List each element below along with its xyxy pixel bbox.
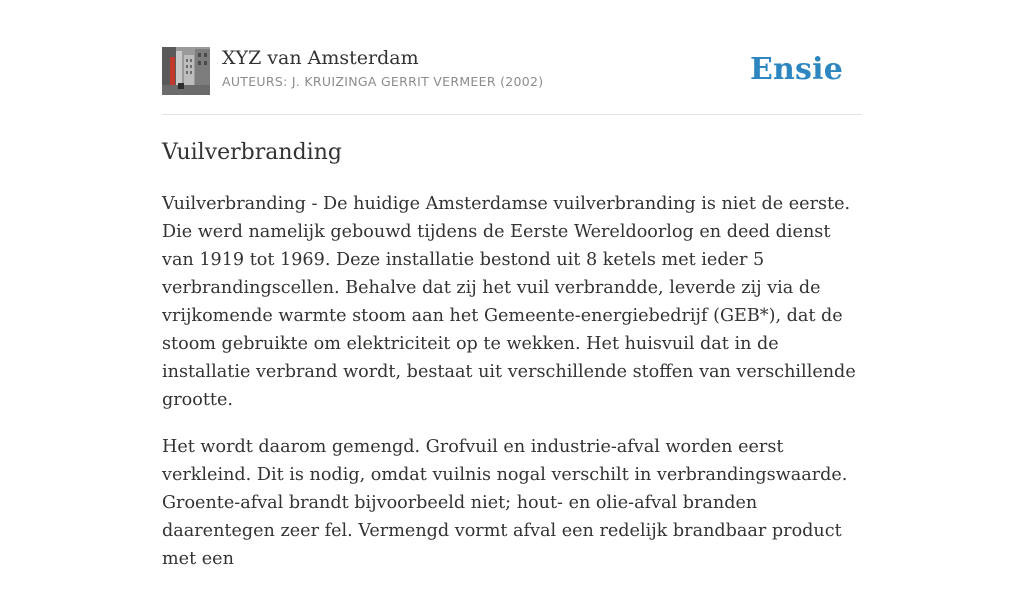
entry-body bbox=[162, 190, 862, 592]
book-title[interactable]: XYZ van Amsterdam bbox=[222, 47, 419, 69]
paragraph: Het wordt daarom gemengd. Grofvuil en industrie-afval worden eerst verkleind. Dit is nodig, omdat vuilnis nogal verschilt in verbrandingswaarde. Groente-afval brandt bijvoorbeeld niet; hout- en olie-afval branden daarentegen zeer fel. Vermengd vormt afval een redelijk brandbaar product met een bbox=[162, 437, 848, 569]
paragraph: Vuilverbranding - De huidige Amsterdamse vuilverbranding is niet de eerste. Die werd namelijk gebouwd tijdens de Eerste Wereldoorlog en deed dienst van 1919 tot 1969. Deze installatie bestond uit 8 ketels met ieder 5 verbrandingscellen. Behalve dat zij het vuil verbrandde, leverde zij via de vrijkomende warmte stoom aan het Gemeente-energiebedrijf (GEB*), dat de stoom gebruikte om elektriciteit op te wekken. Het huisvuil dat in de installatie verbrand wordt, bestaat uit verschillende stoffen van verschillende grootte. bbox=[162, 194, 856, 410]
entry-title: Vuilverbranding bbox=[162, 140, 342, 165]
book-cover-avatar[interactable] bbox=[162, 47, 210, 95]
book-authors: AUTEURS: J. KRUIZINGA GERRIT VERMEER (2002) bbox=[222, 74, 544, 89]
book-cover-image bbox=[162, 47, 210, 95]
ensie-logo[interactable]: Ensie bbox=[749, 52, 843, 87]
header bbox=[162, 46, 862, 115]
